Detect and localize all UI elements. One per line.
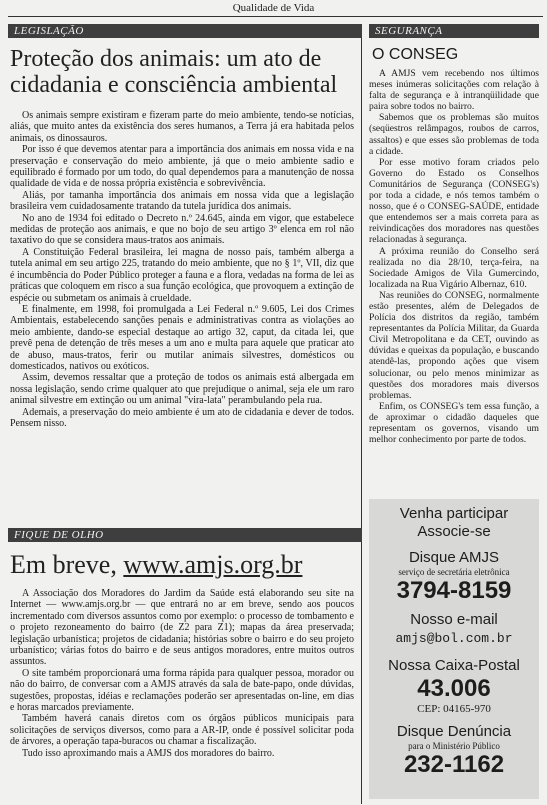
sidebar-paragraph: Por esse motivo foram criados pelo Governo do Estado os Conselhos Comunitários de Segurança (CONSEG's) por toda a cidade, e nós temos também o nosso, que é o CONSEG-SAÚDE, entidade que entendemos ser a mais correta para as reivindicações dos moradores nas questões relacionadas à segurança. [369,156,539,246]
sidebar-paragraph: Enfim, os CONSEG's tem essa função, a de aproximar o cidadão daqueles que representam os governos, visando um melhor conhecimento por parte de todos. [369,400,539,446]
site-headline-prefix: Em breve, [10,550,124,579]
article-paragraph: Os animais sempre existiram e fizeram parte do meio ambiente, tendo-se notícias, aliás, que muito antes da existência dos seres humanos, a Terra já era habitada pelos animais, os dinossauros. [10,110,354,144]
article-paragraph: Assim, devemos ressaltar que a proteção de todos os animais está albergada em nossa legislação, sendo crime qualquer ato que prejudique o animal, seja ele um raro animal silvestre em extinção ou um animal "vira-lata" perambulando pela rua. [10,372,354,407]
ad-cep: CEP: 04165-970 [417,703,491,715]
section-tag-fique-de-olho: FIQUE DE OLHO [8,528,362,542]
sidebar-title: O CONSEG [372,46,459,63]
ad-denuncia-label: Disque Denúncia [396,723,512,740]
ad-heading-2: Associe-se [417,523,491,540]
sidebar-body [369,68,539,445]
ad-email-label: Nosso e-mail [410,611,498,628]
section-tag-legislacao: LEGISLAÇÃO [8,24,362,38]
article-paragraph: Aliás, por tamanha importância dos animais em nossa vida que a legislação brasileira vem cuidadosamente tratando da tutela jurídica dos animais. [10,189,354,213]
ad-po-number: 43.006 [417,675,491,702]
headline-line-2: cidadania e consciência ambiental [10,72,338,98]
ad-denuncia-sub: para o Ministério Público [408,741,500,751]
article-paragraph: A Constituição Federal brasileira, lei magna de nosso país, também alberga a tutela animal em seu artigo 225, tratando do meio ambiente, que no § 1º, VII, diz que é incumbência do Poder Público proteger a fauna e a flora, vedadas na forma de lei as práticas que coloquem em risco a sua função ecológica, que provoquem a extinção de espécie ou submetam os animais à crueldade. [10,246,354,304]
article-paragraph: E finalmente, em 1998, foi promulgada a Lei Federal n.º 9.605, Lei dos Crimes Ambientais, estabelecendo sanções penais e administrativas contra as violações ao meio ambiente, dando-se especial destaque ao artigo 32, caput, da citada lei, que prevê pena de detenção de três meses a um ano e multa para aquele que praticar ato de abuso, maus-tratos, ferir ou mutilar animais silvestres, domésticos ou domesticados, nativos ou exóticos. [10,303,354,372]
article-paragraph: A Associação dos Moradores do Jardim da Saúde está elaborando seu site na Internet — www.amjs.org.br — que entrará no ar em breve, sendo aos poucos incrementado com diversos assuntos como por exemplo: o processo de tombamento e o projeto rezoneamento do bairro (de Z2 para Z1); mapas da área preservada; legislação urbanística; projetos de cidadania; histórias sobre o bairro e do seu projeto urbanístico; várias fotos do bairro e de seus antigos moradores, entre muitos outros assuntos. [10,588,354,668]
ad-denuncia-phone[interactable]: 232-1162 [403,751,505,778]
ad-email[interactable]: amjs@bol.com.br [395,631,513,646]
article-paragraph: Também haverá canais diretos com os órgãos públicos municipais para solicitações de serviços diversos, como para a AR-IP, onde é possível solicitar poda de árvores, a operação tapa-buracos ou chamar a fiscalização. [10,713,354,748]
sidebar-paragraph: A próxima reunião do Conselho será realizada no dia 28/10, terça-feira, na Sociedade Amigos de Vila Gumercindo, localizada na Rua Vigário Albernaz, 610. [369,245,539,290]
article-paragraph: Ademais, a preservação do meio ambiente é um ato de cidadania e dever de todos. Pensem nisso. [10,406,354,429]
sidebar-paragraph: Sabemos que os problemas são muitos (seqüestros relâmpagos, roubos de carros, assaltos) e que esses são problemas de toda a cidade. [369,112,539,157]
article-paragraph: No ano de 1934 foi editado o Decreto n.º 24.645, ainda em vigor, que estabelece medidas de proteção aos animais, e que no bojo de seu artigo 3º elenca em rol não taxativo do que se considera maus-tratos aos animais. [10,212,354,247]
article-body-main [10,110,354,429]
headline-line-1: Proteção dos animais: um ato de [10,46,322,72]
ad-po-label: Nossa Caixa-Postal [388,657,520,674]
sidebar-paragraph: Nas reuniões do CONSEG, normalmente estão presentes, além de Delegados de Polícia dos distritos da região, também representantes da Polícia Militar, da Guarda Civil Metropolitana e da CET, ouvindo as dúvidas e queixas da população, e buscando atendê-las, propondo ações que visem solucionar, ou pelo menos minimizar as questões dos moradores mais diversos problemas. [369,289,539,401]
ad-phone-label: Disque AMJS [408,549,500,566]
site-headline [10,552,302,578]
column-divider [361,24,362,804]
ad-phone-number[interactable]: 3794-8159 [396,577,512,604]
article-paragraph: O site também proporcionará uma forma rápida para qualquer pessoa, morador ou não do bairro, de conversar com a AMJS através da sala de bate-papo, onde dúvidas, sugestões, propostas, idéias e reclamações poderão ser apresentadas on-line, em dias e horas marcados previamente. [10,667,354,714]
ad-phone-sub: serviço de secretária eletrônica [398,567,510,577]
article-paragraph: Por isso é que devemos atentar para a importância dos animais em nossa vida e na preservação e conservação do meio ambiente, já que o meio ambiente sadio e equilibrado é formado por um todo, do qual dependemos para a manutenção de nossa qualidade de vida e de nossa própria existência e sobrevivência. [10,144,354,190]
article-body-site [10,588,354,759]
ad-heading-1: Venha participar [399,505,509,522]
sidebar-paragraph: A AMJS vem recebendo nos últimos meses inúmeras solicitações com relação à falta de segurança e à intranqüilidade que paira sobre todos no bairro. [369,68,539,113]
section-tag-seguranca: SEGURANÇA [369,24,539,38]
page-header: Qualidade de Vida [232,2,315,14]
contact-ad-box [369,499,539,799]
header-rule [8,16,543,17]
site-url-link[interactable]: www.amjs.org.br [123,550,303,579]
article-paragraph: Tudo isso aproximando mais a AMJS dos moradores do bairro. [22,747,275,759]
